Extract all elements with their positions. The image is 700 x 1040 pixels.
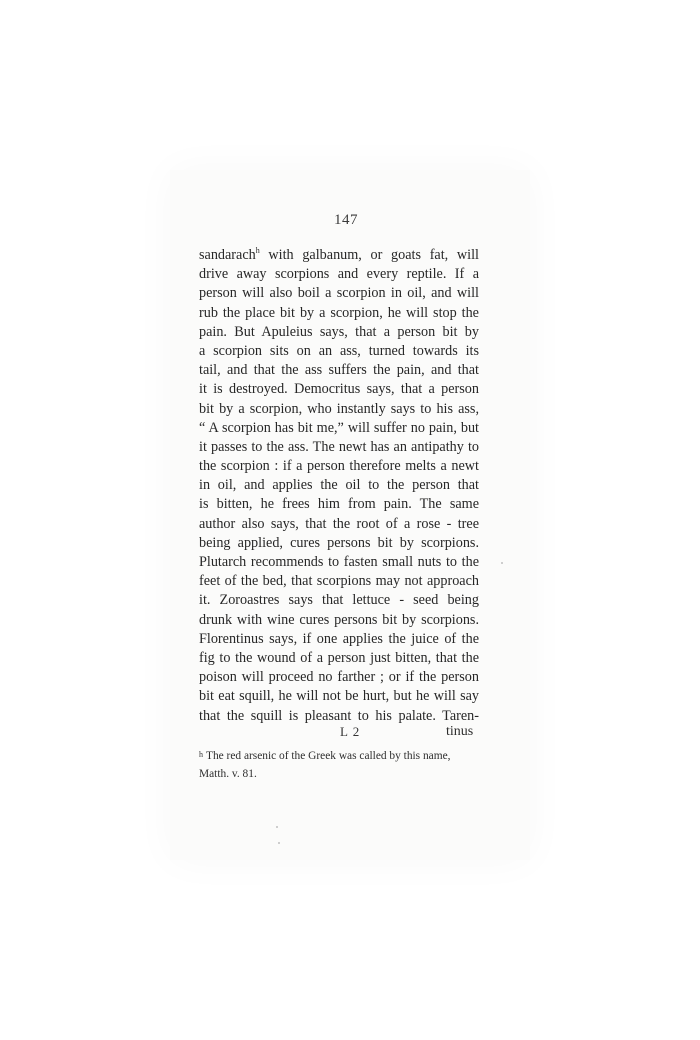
text-line-25: that the squill is pleasant to his palate. Taren- <box>199 707 479 724</box>
signature-mark: L 2 <box>340 724 361 739</box>
text-line-17: Plutarch recommends to fasten small nuts to the <box>199 554 479 570</box>
text-line-9: bit by a scorpion, who instantly says to his ass, <box>199 400 479 417</box>
text-line-22: fig to the wound of a person just bitten, that the <box>199 649 479 666</box>
text-line-13: in oil, and applies the oil to the person that <box>199 477 479 494</box>
text-line-4: rub the place bit by a scorpion, he will stop the <box>199 304 479 321</box>
footnote-line-2: Matth. v. 81. <box>199 768 257 780</box>
text-line-20: drunk with wine cures persons bit by scorpions. <box>199 611 479 628</box>
text-line-2: drive away scorpions and every reptile. If a <box>199 266 479 283</box>
text-line-7: tail, and that the ass suffers the pain, and that <box>199 362 479 379</box>
catchword: tinus <box>446 724 474 739</box>
text-line-23: poison will proceed no farther ; or if the person <box>199 669 479 686</box>
text-line-6: a scorpion sits on an ass, turned towards its <box>199 342 479 359</box>
text-line-16: being applied, cures persons bit by scorpions. <box>199 534 479 551</box>
paper-speck <box>501 562 503 564</box>
text-line-18: feet of the bed, that scorpions may not approach <box>199 573 479 590</box>
page-number: 147 <box>334 212 358 228</box>
text-line-21: Florentinus says, if one applies the juice of the <box>199 630 479 647</box>
text-line-12: the scorpion : if a person therefore melts a newt <box>199 458 479 475</box>
footnote-line-1 <box>199 746 489 765</box>
footnote <box>199 746 489 783</box>
paper-speck <box>276 826 278 828</box>
paper-speck <box>278 842 280 844</box>
text-line-3: person will also boil a scorpion in oil, and will <box>199 285 479 302</box>
text-line-24: bit eat squill, he will not be hurt, but he will say <box>199 688 479 705</box>
text-line-19: it. Zoroastres says that lettuce - seed being <box>199 592 479 609</box>
text-line-1-rest: with galbanum, or goats fat, will <box>259 247 479 263</box>
main-text <box>199 246 479 726</box>
text-line-1-start: sandarach <box>199 247 256 263</box>
text-line-1 <box>199 246 479 265</box>
text-line-10: “ A scorpion has bit me,” will suffer no pain, but <box>199 419 479 436</box>
footnote-reference: h <box>255 246 260 255</box>
text-line-11: it passes to the ass. The newt has an antipathy to <box>199 438 479 455</box>
footnote-marker: h <box>199 750 203 759</box>
text-line-14: is bitten, he frees him from pain. The same <box>199 496 479 513</box>
footnote-text: The red arsenic of the Greek was called by this name, <box>206 750 451 762</box>
text-line-5: pain. But Apuleius says, that a person bit by <box>199 323 479 340</box>
text-line-8: it is destroyed. Democritus says, that a person <box>199 381 479 398</box>
text-line-15: author also says, that the root of a rose - tree <box>199 515 479 532</box>
